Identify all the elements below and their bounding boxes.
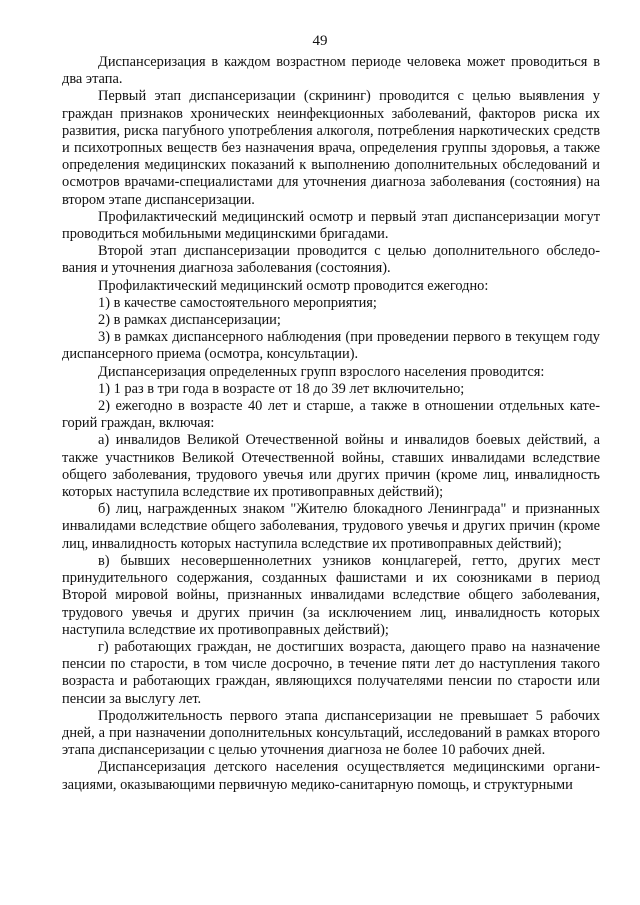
paragraph-second-stage: Второй этап диспансеризации проводится с целью дополнительного обследования и уточнения диагноза заболевания (состояния). [62, 243, 600, 277]
list-item-annually: 2) ежегодно в возрасте 40 лет и старше, а также в отношении отдельных категорий граждан, включая: [62, 398, 600, 432]
sublist-item-v: в) бывших несовершеннолетних узников концлагерей, гетто, других мест принудительного содержания, созданных фашистами и их союзниками в период Второй мировой войны, признанных инвалидами вследствие общего заболевания, трудового увечья и других причин (за исключением лиц, инвалидность которых наступила вследствие их противоправных действий); [62, 552, 600, 638]
list-item-2: 2) в рамках диспансеризации; [98, 312, 281, 329]
paragraph-duration: Продолжительность первого этапа диспансеризации не превышает 5 рабочих дней, а при назначении дополнительных консультаций, исследований в рамках второго этапа диспансеризации с целью уточнения диагноза не более 10 рабочих дней. [62, 707, 600, 759]
paragraph-children: Диспансеризация детского населения осуществляется медицинскими организациями, оказывающими первичную медико-санитарную помощь, и структурными [62, 759, 600, 793]
paragraph-annual-exam: Профилактический медицинский осмотр проводится ежегодно: [98, 277, 489, 294]
sublist-item-b: б) лиц, награжденных знаком "Жителю блокадного Ленинграда" и признанных инвалидами вследствие общего заболевания, трудового увечья и других причин (кроме лиц, инвалидность которых наступила вследствие их противоправных действий); [62, 501, 600, 552]
paragraph-two-stages: Диспансеризация в каждом возрастном периоде человека может проводиться в два этапа. [62, 54, 600, 88]
sublist-item-a: а) инвалидов Великой Отечественной войны и инвалидов боевых действий, а также участников Великой Отечественной войны, ставших инвалидами вследствие общего заболевания, трудового увечья или других причин (кроме лиц, инвалидность которых наступила вследствие их противоправных действий); [62, 432, 600, 501]
list-item-3: 3) в рамках диспансерного наблюдения (при проведении первого в текущем году диспансерного приема (осмотра, консультации). [62, 329, 600, 363]
paragraph-adult-screening: Диспансеризация определенных групп взрослого населения проводится: [98, 363, 545, 380]
page-number: 49 [312, 33, 328, 49]
sublist-item-g: г) работающих граждан, не достигших возраста, дающего право на назначение пенсии по старости, в том числе досрочно, в течение пяти лет до наступления такого возраста и работающих граждан, являющихся получателями пенсии по старости или пенсии за выслугу лет. [62, 638, 600, 707]
list-item-every-three-years: 1) 1 раз в три года в возрасте от 18 до 39 лет включительно; [98, 380, 465, 397]
paragraph-first-stage: Первый этап диспансеризации (скрининг) проводится с целью выявления у граждан признаков хронических неинфекционных заболеваний, факторов риска их развития, риска пагубного употребления алкоголя, потребления наркотических средств и психотропных веществ без назначения врача, определения группы здоровья, а также определения медицинских показаний к выполнению дополнительных обследований и осмотров врачами-специалистами для уточнения диагноза заболевания (состояния) на втором этапе диспансеризации. [62, 88, 600, 208]
paragraph-mobile-teams: Профилактический медицинский осмотр и первый этап диспансеризации могут проводиться мобильными медицинскими бригадами. [62, 208, 600, 243]
list-item-1: 1) в качестве самостоятельного мероприятия; [98, 294, 377, 311]
document-body [62, 54, 600, 794]
